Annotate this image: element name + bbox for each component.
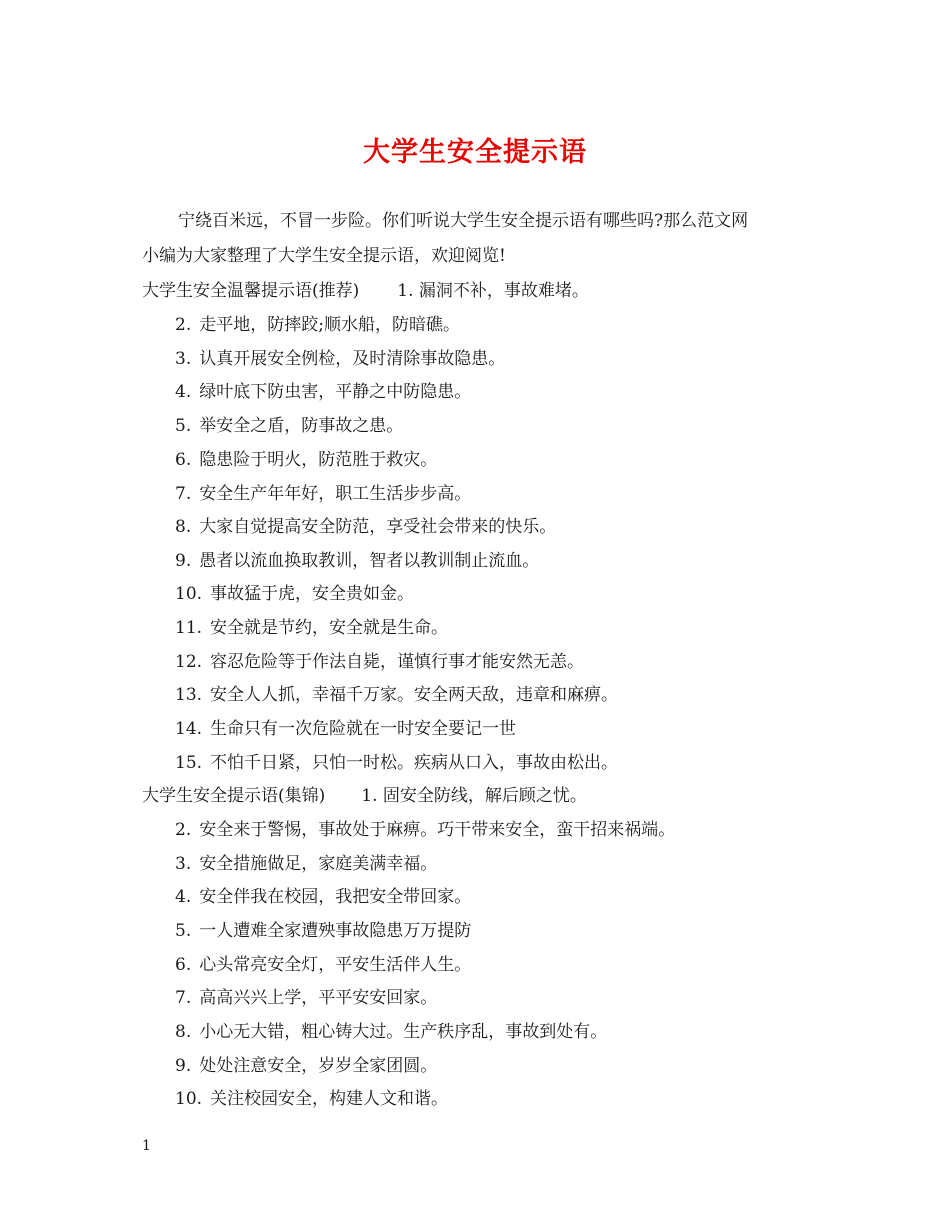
- list-item: [175, 1021, 607, 1043]
- list-item: [175, 483, 471, 505]
- item-text: 处处注意安全，岁岁全家团圆。: [199, 1056, 438, 1076]
- item-number: 13.: [175, 685, 203, 705]
- list-item: [175, 987, 437, 1009]
- item-number: 5.: [175, 921, 192, 941]
- item-number: 10.: [175, 584, 203, 604]
- item-number: 9.: [175, 551, 192, 571]
- section-heading: 大学生安全温馨提示语(推荐): [142, 281, 360, 301]
- item-number: 6.: [175, 955, 192, 975]
- list-item: [175, 651, 584, 673]
- list-item: [175, 684, 618, 706]
- list-item: [175, 1088, 448, 1110]
- list-item: [175, 348, 505, 370]
- list-item: 1. 固安全防线，解后顾之忧。: [361, 786, 587, 806]
- list-item: [175, 617, 448, 639]
- item-text: 不怕千日紧，只怕一时松。疾病从口入，事故由松出。: [210, 753, 619, 773]
- item-text: 生命只有一次危险就在一时安全要记一世: [210, 719, 517, 739]
- item-number: 7.: [175, 988, 192, 1008]
- item-number: 12.: [175, 652, 203, 672]
- item-text: 安全生产年年好，职工生活步步高。: [199, 484, 472, 504]
- item-text: 大家自觉提高安全防范，享受社会带来的快乐。: [199, 517, 557, 537]
- intro-line-1: 宁绕百米远，不冒一步险。你们听说大学生安全提示语有哪些吗?那么范文网: [178, 211, 749, 231]
- item-number: 7.: [175, 484, 192, 504]
- item-text: 绿叶底下防虫害，平静之中防隐患。: [199, 382, 472, 402]
- item-number: 3.: [175, 349, 192, 369]
- item-text: 安全就是节约，安全就是生命。: [210, 618, 449, 638]
- list-item: [175, 449, 437, 471]
- list-item: [175, 516, 556, 538]
- item-text: 安全来于警惕，事故处于麻痹。巧干带来安全，蛮干招来祸端。: [199, 820, 676, 840]
- list-item: [175, 886, 471, 908]
- item-number: 15.: [175, 753, 203, 773]
- document-title: 大学生安全提示语: [363, 137, 587, 168]
- list-item: [175, 381, 471, 403]
- item-text: 事故猛于虎，安全贵如金。: [210, 584, 415, 604]
- item-text: 走平地，防摔跤;顺水船，防暗礁。: [199, 315, 460, 335]
- list-item: [175, 853, 437, 875]
- section-heading: 大学生安全提示语(集锦): [142, 786, 326, 806]
- section-heading-row: [142, 785, 587, 807]
- item-text: 关注校园安全，构建人文和谐。: [210, 1089, 449, 1109]
- item-text: 心头常亮安全灯，平安生活伴人生。: [199, 955, 472, 975]
- item-number: 8.: [175, 517, 192, 537]
- list-item: [175, 920, 471, 942]
- item-text: 安全人人抓，幸福千万家。安全两天敌，违章和麻痹。: [210, 685, 619, 705]
- item-text: 一人遭难全家遭殃事故隐患万万提防: [199, 921, 472, 941]
- section-heading-row: [142, 280, 589, 302]
- item-text: 愚者以流血换取教训，智者以教训制止流血。: [199, 551, 540, 571]
- list-item: [175, 718, 516, 740]
- item-number: 8.: [175, 1022, 192, 1042]
- item-number: 4.: [175, 382, 192, 402]
- item-text: 认真开展安全例检，及时清除事故隐患。: [199, 349, 506, 369]
- item-number: 2.: [175, 820, 192, 840]
- list-item: [175, 415, 403, 437]
- list-item: 1. 漏洞不补，事故难堵。: [397, 281, 589, 301]
- item-number: 5.: [175, 416, 192, 436]
- list-item: [175, 819, 675, 841]
- item-number: 9.: [175, 1056, 192, 1076]
- item-number: 2.: [175, 315, 192, 335]
- list-item: [175, 314, 460, 336]
- item-number: 6.: [175, 450, 192, 470]
- item-text: 安全措施做足，家庭美满幸福。: [199, 854, 438, 874]
- item-text: 小心无大错，粗心铸大过。生产秩序乱，事故到处有。: [199, 1022, 608, 1042]
- item-number: 3.: [175, 854, 192, 874]
- list-item: [175, 550, 539, 572]
- intro-line-2: 小编为大家整理了大学生安全提示语，欢迎阅览!: [142, 246, 506, 266]
- item-number: 11.: [175, 618, 203, 638]
- item-text: 容忍危险等于作法自毙，谨慎行事才能安然无恙。: [210, 652, 585, 672]
- list-item: [175, 583, 414, 605]
- item-text: 隐患险于明火，防范胜于救灾。: [199, 450, 438, 470]
- item-number: 4.: [175, 887, 192, 907]
- item-number: 10.: [175, 1089, 203, 1109]
- item-text: 高高兴兴上学，平平安安回家。: [199, 988, 438, 1008]
- item-number: 14.: [175, 719, 203, 739]
- list-item: [175, 1055, 437, 1077]
- list-item: [175, 752, 618, 774]
- page-number: 1: [142, 1138, 151, 1154]
- list-item: [175, 954, 471, 976]
- item-text: 举安全之盾，防事故之患。: [199, 416, 404, 436]
- item-text: 安全伴我在校园，我把安全带回家。: [199, 887, 472, 907]
